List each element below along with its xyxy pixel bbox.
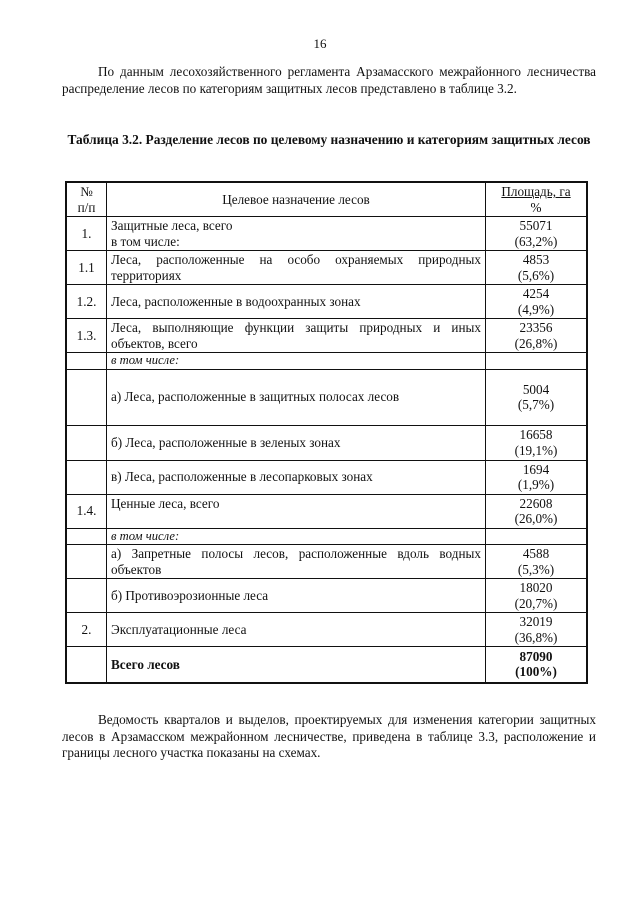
row-area-value: 4588 bbox=[522, 546, 550, 561]
row-area-percent: (5,7%) bbox=[517, 397, 555, 412]
table-row bbox=[66, 285, 587, 319]
table-row bbox=[66, 217, 587, 251]
row-number bbox=[66, 425, 107, 460]
table-title: Таблица 3.2. Разделение лесов по целевому назначению и категориям защитных лесов bbox=[67, 132, 591, 147]
row-area-value: 22608 bbox=[519, 495, 553, 511]
row-description: Леса, расположенные на особо охраняемых природных территориях bbox=[107, 251, 486, 285]
row-area-percent: (20,7%) bbox=[514, 595, 558, 611]
table-total-row bbox=[66, 647, 587, 683]
row-number bbox=[66, 460, 107, 494]
table-header-row bbox=[66, 182, 587, 217]
table-row bbox=[66, 545, 587, 579]
row-area bbox=[486, 425, 588, 460]
header-number-top: № bbox=[80, 184, 93, 199]
row-area-percent: (63,2%) bbox=[514, 233, 558, 249]
row-description: а) Леса, расположенные в защитных полосах лесов bbox=[107, 369, 486, 425]
row-number: 1. bbox=[66, 217, 107, 251]
row-number bbox=[66, 579, 107, 613]
forest-category-table bbox=[65, 181, 588, 684]
header-number bbox=[66, 182, 107, 217]
table-subheading-row bbox=[66, 528, 587, 545]
row-number: 1.1 bbox=[66, 251, 107, 285]
row-area-percent: (36,8%) bbox=[514, 629, 558, 645]
row-area-percent: (5,3%) bbox=[517, 561, 555, 577]
row-area-value: 23356 bbox=[519, 320, 553, 335]
row-area-value: 18020 bbox=[519, 580, 553, 595]
row-area-percent: (5,6%) bbox=[517, 267, 555, 283]
row-area-percent: (26,0%) bbox=[514, 511, 558, 526]
row-description: Всего лесов bbox=[107, 647, 486, 683]
row-area bbox=[486, 647, 588, 683]
row-area-value: 32019 bbox=[519, 614, 553, 629]
table-row bbox=[66, 579, 587, 613]
row-area bbox=[486, 251, 588, 285]
row-area-percent: (1,9%) bbox=[517, 477, 555, 492]
header-purpose: Целевое назначение лесов bbox=[107, 182, 486, 217]
row-description: Леса, расположенные в водоохранных зонах bbox=[107, 285, 486, 319]
row-description: Ценные леса, всего bbox=[107, 494, 486, 528]
page-number: 16 bbox=[313, 36, 327, 51]
table-row bbox=[66, 319, 587, 353]
row-area bbox=[486, 217, 588, 251]
header-area-top: Площадь, га bbox=[501, 184, 571, 199]
intro-paragraph: По данным лесохозяйственного регламента Арзамасского межрайонного лесничества распределение лесов по категориям защитных лесов представлено в таблице 3.2. bbox=[62, 64, 596, 96]
row-description: а) Запретные полосы лесов, расположенные вдоль водных объектов bbox=[107, 545, 486, 579]
row-area-percent: (100%) bbox=[515, 664, 557, 680]
row-area bbox=[486, 613, 588, 647]
row-area-percent: (19,1%) bbox=[514, 442, 558, 458]
table-row bbox=[66, 425, 587, 460]
row-area bbox=[486, 369, 588, 425]
row-number bbox=[66, 369, 107, 425]
row-description: б) Противоэрозионные леса bbox=[107, 579, 486, 613]
table-row bbox=[66, 613, 587, 647]
row-number bbox=[66, 545, 107, 579]
row-area-value: 1694 bbox=[522, 461, 550, 477]
row-number: 1.4. bbox=[66, 494, 107, 528]
outro-paragraph: Ведомость кварталов и выделов, проектируемых для изменения категории защитных лесов в Арзамасском межрайонном лесничестве, приведена в таблице 3.3, расположение и границы лесного участка показаны на схемах. bbox=[62, 712, 596, 760]
row-number: 2. bbox=[66, 613, 107, 647]
table-row bbox=[66, 369, 587, 425]
header-number-bottom: п/п bbox=[77, 199, 96, 215]
header-area bbox=[486, 182, 588, 217]
row-number: 1.2. bbox=[66, 285, 107, 319]
row-description: в том числе: bbox=[107, 528, 486, 545]
row-description: Эксплуатационные леса bbox=[107, 613, 486, 647]
row-area-percent: (4,9%) bbox=[517, 301, 555, 317]
row-description: б) Леса, расположенные в зеленых зонах bbox=[107, 425, 486, 460]
row-description bbox=[107, 217, 486, 251]
table-row bbox=[66, 251, 587, 285]
row-area bbox=[486, 353, 588, 370]
row-area bbox=[486, 528, 588, 545]
row-description: в) Леса, расположенные в лесопарковых зонах bbox=[107, 460, 486, 494]
row-description: Леса, выполняющие функции защиты природных и иных объектов, всего bbox=[107, 319, 486, 353]
row-area bbox=[486, 545, 588, 579]
row-area-value: 4853 bbox=[522, 252, 550, 267]
row-description-line: Защитные леса, всего bbox=[111, 218, 233, 233]
row-area-value: 5004 bbox=[522, 381, 550, 397]
row-area bbox=[486, 319, 588, 353]
row-description: в том числе: bbox=[107, 353, 486, 370]
table-row bbox=[66, 460, 587, 494]
row-area bbox=[486, 579, 588, 613]
row-area-value: 55071 bbox=[519, 218, 553, 233]
row-number bbox=[66, 647, 107, 683]
row-number bbox=[66, 528, 107, 545]
row-number bbox=[66, 353, 107, 370]
row-area-percent: (26,8%) bbox=[514, 335, 558, 351]
row-area bbox=[486, 285, 588, 319]
table-subheading-row bbox=[66, 353, 587, 370]
row-number: 1.3. bbox=[66, 319, 107, 353]
row-area bbox=[486, 460, 588, 494]
row-area-value: 16658 bbox=[519, 427, 553, 442]
row-description-subline: в том числе: bbox=[111, 233, 180, 249]
header-area-bottom: % bbox=[530, 199, 542, 215]
row-area bbox=[486, 494, 588, 528]
row-area-value: 4254 bbox=[522, 286, 550, 301]
table-row bbox=[66, 494, 587, 528]
row-area-value: 87090 bbox=[519, 648, 553, 664]
